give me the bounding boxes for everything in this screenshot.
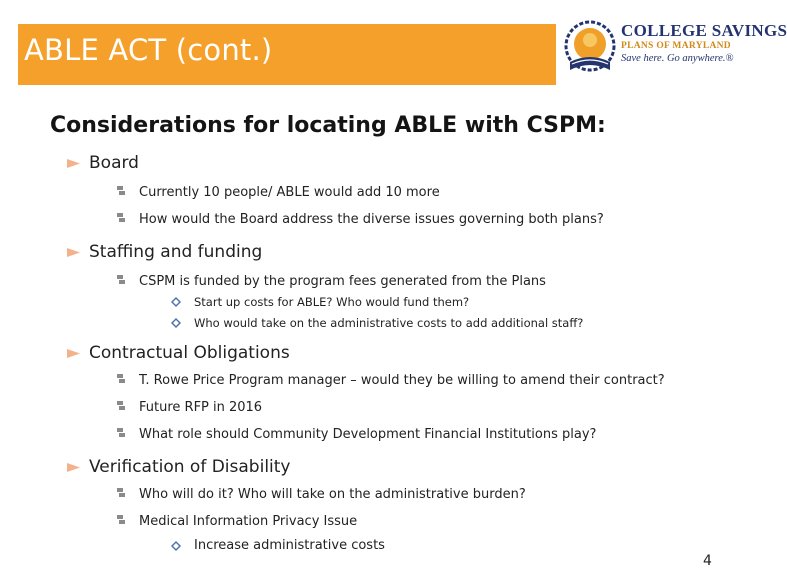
bullet-icon <box>117 488 125 498</box>
list-item: Future RFP in 2016 <box>139 400 263 415</box>
bullet-icon <box>117 374 125 384</box>
bullet-icon <box>171 318 181 328</box>
bullet-icon <box>117 275 125 285</box>
college-savings-logo <box>562 18 787 84</box>
bullet-icon <box>117 515 125 525</box>
list-item: Currently 10 people/ ABLE would add 10 more <box>139 185 440 200</box>
bullet-icon <box>67 463 80 472</box>
list-item: T. Rowe Price Program manager – would they be willing to amend their contract? <box>139 373 665 388</box>
bullet-icon <box>67 159 80 168</box>
bullet-board: Board <box>89 153 139 173</box>
bullet-staffing: Staffing and funding <box>89 242 263 262</box>
bullet-icon <box>117 428 125 438</box>
bullet-icon <box>117 186 125 196</box>
bullet-icon <box>117 213 125 223</box>
bullet-icon <box>67 248 80 257</box>
list-item: Start up costs for ABLE? Who would fund them? <box>194 295 470 309</box>
list-item: What role should Community Development Financial Institutions play? <box>139 427 597 442</box>
page-number: 4 <box>703 553 712 569</box>
list-item: Who would take on the administrative costs to add additional staff? <box>194 316 584 330</box>
list-item: How would the Board address the diverse issues governing both plans? <box>139 212 604 227</box>
logo-name: COLLEGE SAVINGS <box>621 21 787 40</box>
bullet-contractual: Contractual Obligations <box>89 343 290 363</box>
list-item: Increase administrative costs <box>194 538 385 553</box>
bullet-icon <box>171 541 181 551</box>
bullet-icon <box>67 349 80 358</box>
list-item: Medical Information Privacy Issue <box>139 514 358 529</box>
book-sun-emblem-icon <box>562 18 618 82</box>
list-item: CSPM is funded by the program fees generated from the Plans <box>139 274 546 289</box>
bullet-disability: Verification of Disability <box>89 457 291 477</box>
bullet-icon <box>171 297 181 307</box>
slide-title: ABLE ACT (cont.) <box>24 33 273 67</box>
list-item: Who will do it? Who will take on the administrative burden? <box>139 487 526 502</box>
logo-subtitle: PLANS OF MARYLAND <box>621 41 731 51</box>
slide-heading: Considerations for locating ABLE with CSPM: <box>50 113 606 138</box>
bullet-icon <box>117 401 125 411</box>
logo-tagline: Save here. Go anywhere.® <box>621 53 734 64</box>
